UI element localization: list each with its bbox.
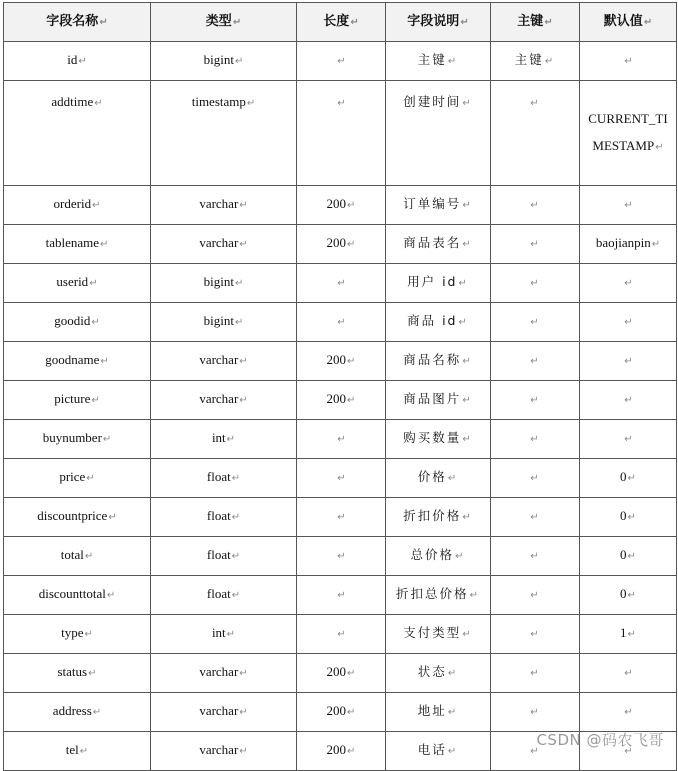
table-cell-default: 0↵	[580, 459, 677, 498]
table-row	[4, 42, 677, 81]
table-row	[4, 537, 677, 576]
header-length: 长度↵	[297, 3, 386, 42]
table-cell-type: timestamp↵	[151, 81, 297, 186]
table-cell-name: type↵	[4, 615, 151, 654]
table-cell-desc: 创建时间↵	[386, 81, 491, 186]
table-cell-pk: ↵	[491, 186, 580, 225]
table-cell-length: 200↵	[297, 186, 386, 225]
table-cell-type: float↵	[151, 498, 297, 537]
table-cell-default: CURRENT_TIMESTAMP↵	[580, 81, 677, 186]
table-row	[4, 576, 677, 615]
table-cell-pk: ↵	[491, 81, 580, 186]
table-row	[4, 303, 677, 342]
table-cell-desc: 商品 id↵	[386, 303, 491, 342]
table-cell-name: address↵	[4, 693, 151, 732]
table-cell-pk: ↵	[491, 225, 580, 264]
table-cell-pk: ↵	[491, 303, 580, 342]
table-cell-desc: 电话↵	[386, 732, 491, 771]
table-row	[4, 693, 677, 732]
header-description: 字段说明↵	[386, 3, 491, 42]
table-cell-name: status↵	[4, 654, 151, 693]
table-cell-type: varchar↵	[151, 693, 297, 732]
table-cell-name: addtime↵	[4, 81, 151, 186]
table-cell-name: goodid↵	[4, 303, 151, 342]
table-cell-pk: ↵	[491, 693, 580, 732]
table-cell-type: varchar↵	[151, 381, 297, 420]
table-cell-pk: ↵	[491, 420, 580, 459]
table-cell-desc: 订单编号↵	[386, 186, 491, 225]
table-cell-name: orderid↵	[4, 186, 151, 225]
table-cell-length: ↵	[297, 42, 386, 81]
table-cell-desc: 价格↵	[386, 459, 491, 498]
csdn-watermark: CSDN @码农飞哥	[536, 731, 664, 749]
table-cell-default: ↵	[580, 342, 677, 381]
table-cell-pk: ↵	[491, 732, 580, 771]
table-cell-length: ↵	[297, 576, 386, 615]
table-cell-type: varchar↵	[151, 186, 297, 225]
table-cell-length: 200↵	[297, 381, 386, 420]
table-cell-pk: ↵	[491, 264, 580, 303]
table-cell-desc: 用户 id↵	[386, 264, 491, 303]
table-cell-type: int↵	[151, 615, 297, 654]
table-cell-name: goodname↵	[4, 342, 151, 381]
table-cell-length: 200↵	[297, 225, 386, 264]
table-row	[4, 381, 677, 420]
table-cell-name: id↵	[4, 42, 151, 81]
table-cell-default: baojianpin↵	[580, 225, 677, 264]
table-cell-type: float↵	[151, 537, 297, 576]
table-cell-default: 0↵	[580, 498, 677, 537]
table-cell-type: varchar↵	[151, 225, 297, 264]
table-cell-pk: ↵	[491, 498, 580, 537]
table-cell-type: float↵	[151, 459, 297, 498]
table-cell-length: 200↵	[297, 693, 386, 732]
table-row	[4, 420, 677, 459]
header-type: 类型↵	[151, 3, 297, 42]
table-cell-pk: ↵	[491, 654, 580, 693]
table-cell-default: ↵	[580, 42, 677, 81]
table-cell-default: ↵	[580, 186, 677, 225]
header-field-name: 字段名称↵	[4, 3, 151, 42]
table-cell-length: ↵	[297, 303, 386, 342]
table-cell-default: ↵	[580, 693, 677, 732]
table-cell-pk: ↵	[491, 615, 580, 654]
table-cell-name: discounttotal↵	[4, 576, 151, 615]
table-cell-default: ↵	[580, 654, 677, 693]
table-cell-default: 0↵	[580, 537, 677, 576]
table-cell-desc: 状态↵	[386, 654, 491, 693]
table-row	[4, 81, 677, 186]
table-cell-pk: ↵	[491, 459, 580, 498]
table-cell-desc: 商品表名↵	[386, 225, 491, 264]
table-cell-type: bigint↵	[151, 303, 297, 342]
table-cell-default: ↵	[580, 732, 677, 771]
table-cell-type: bigint↵	[151, 264, 297, 303]
table-row	[4, 342, 677, 381]
table-cell-name: buynumber↵	[4, 420, 151, 459]
table-cell-default: 1↵	[580, 615, 677, 654]
table-cell-desc: 主键↵	[386, 42, 491, 81]
table-cell-default: ↵	[580, 264, 677, 303]
table-cell-name: userid↵	[4, 264, 151, 303]
table-cell-desc: 商品名称↵	[386, 342, 491, 381]
table-cell-name: total↵	[4, 537, 151, 576]
table-cell-pk: ↵	[491, 342, 580, 381]
table-cell-default: ↵	[580, 381, 677, 420]
table-cell-desc: 支付类型↵	[386, 615, 491, 654]
table-cell-length: ↵	[297, 420, 386, 459]
table-cell-type: varchar↵	[151, 654, 297, 693]
header-default-value: 默认值↵	[580, 3, 677, 42]
table-row	[4, 186, 677, 225]
table-cell-default: 0↵	[580, 576, 677, 615]
table-cell-length: ↵	[297, 615, 386, 654]
table-cell-pk: ↵	[491, 381, 580, 420]
table-cell-default: ↵	[580, 303, 677, 342]
table-cell-name: discountprice↵	[4, 498, 151, 537]
table-cell-default: ↵	[580, 420, 677, 459]
table-row	[4, 459, 677, 498]
table-cell-type: int↵	[151, 420, 297, 459]
table-cell-desc: 购买数量↵	[386, 420, 491, 459]
table-cell-desc: 折扣总价格↵	[386, 576, 491, 615]
table-cell-pk: ↵	[491, 537, 580, 576]
table-cell-desc: 商品图片↵	[386, 381, 491, 420]
table-cell-length: ↵	[297, 264, 386, 303]
table-cell-name: price↵	[4, 459, 151, 498]
table-row	[4, 615, 677, 654]
table-cell-length: 200↵	[297, 654, 386, 693]
table-row	[4, 498, 677, 537]
header-primary-key: 主键↵	[491, 3, 580, 42]
table-cell-length: 200↵	[297, 342, 386, 381]
table-body	[4, 42, 677, 771]
table-cell-type: varchar↵	[151, 342, 297, 381]
table-cell-desc: 折扣价格↵	[386, 498, 491, 537]
table-cell-name: tel↵	[4, 732, 151, 771]
table-cell-name: tablename↵	[4, 225, 151, 264]
table-cell-type: float↵	[151, 576, 297, 615]
table-cell-length: ↵	[297, 498, 386, 537]
table-cell-pk: 主键↵	[491, 42, 580, 81]
table-cell-desc: 总价格↵	[386, 537, 491, 576]
table-row	[4, 264, 677, 303]
table-cell-length: ↵	[297, 537, 386, 576]
table-cell-length: ↵	[297, 81, 386, 186]
table-cell-name: picture↵	[4, 381, 151, 420]
header-row	[4, 3, 677, 42]
table-cell-desc: 地址↵	[386, 693, 491, 732]
table-cell-length: 200↵	[297, 732, 386, 771]
table-cell-pk: ↵	[491, 576, 580, 615]
table-cell-length: ↵	[297, 459, 386, 498]
field-table	[3, 2, 677, 771]
table-cell-type: varchar↵	[151, 732, 297, 771]
table-row	[4, 654, 677, 693]
table-cell-type: bigint↵	[151, 42, 297, 81]
table-row	[4, 225, 677, 264]
